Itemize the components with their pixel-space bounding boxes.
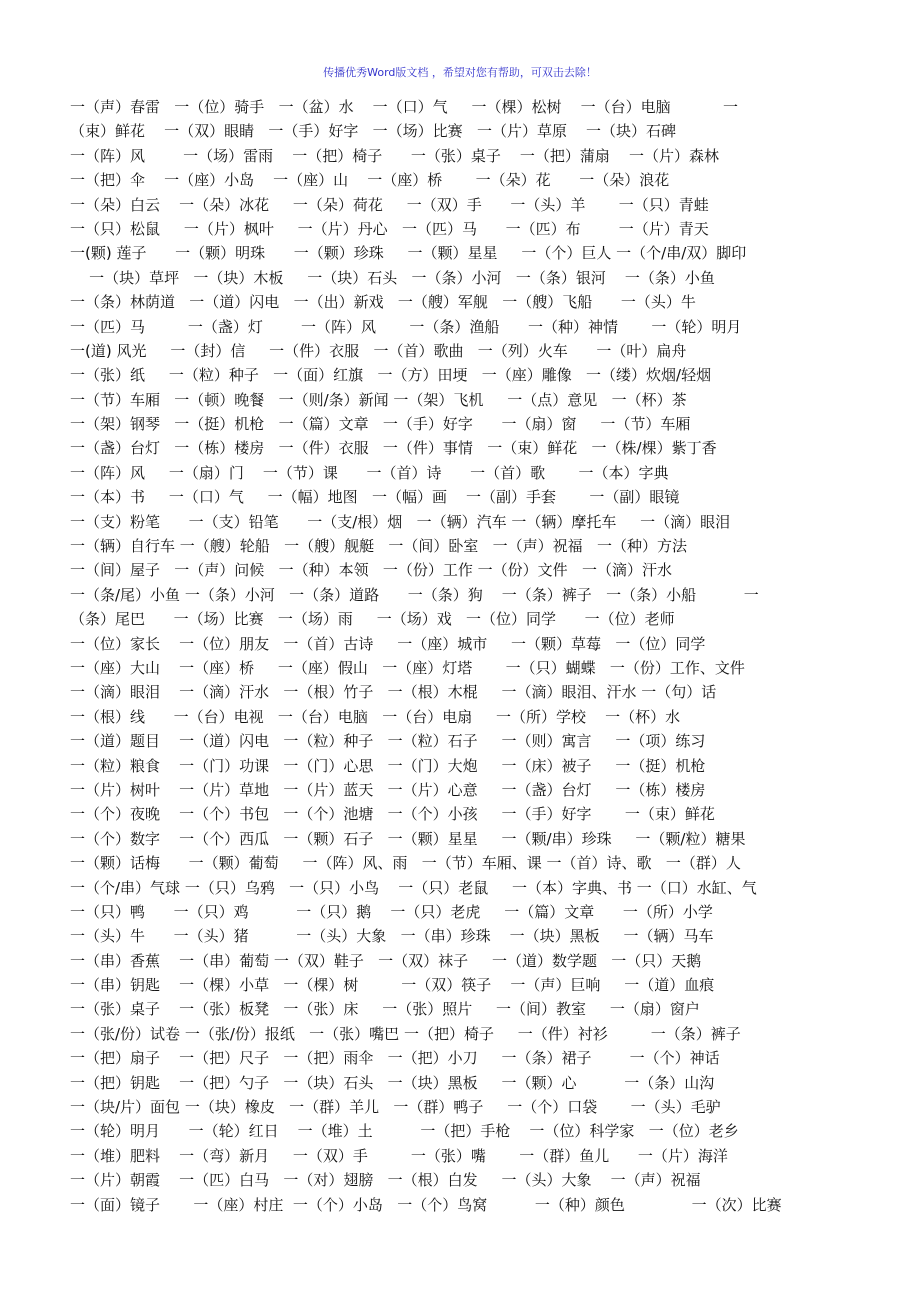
text-line: 一（条/尾）小鱼 一（条）小河 一（条）道路 一（条）狗 一（条）裤子 一（条）小船 一 [70,585,759,604]
document-body [70,95,870,1217]
text-line: 一（阵）风 一（场）雷雨 一（把）椅子 一（张）桌子 一（把）蒲扇 一（片）森林 [70,146,719,165]
text-line: 一（只）鸭 一（只）鸡 一（只）鹅 一（只）老虎 一（篇）文章 一（所）小学 [70,902,713,921]
text-line: 一（架）钢琴 一（挺）机枪 一（篇）文章 一（手）好字 一（扇）窗 一（节）车厢 [70,415,691,434]
text-line: 一（块/片）面包 一（块）橡皮 一（群）羊儿 一（群）鸭子 一（个）口袋 一（头）毛驴 [70,1098,721,1117]
text-line: 一（个）数字 一（个）西瓜 一（颗）石子 一（颗）星星 一（颗/串）珍珠 一（颗/粒）糖果 [70,829,746,848]
text-line: 一（面）镜子 一（座）村庄 一（个）小岛 一（个）鸟窝 一（种）颜色 一（次）比赛 [70,1195,782,1214]
text-line: 一（颗）话梅 一（颗）葡萄 一（阵）风、雨 一（节）车厢、课 一（首）诗、歌 一（群）人 [70,854,741,873]
text-line: 一（道）题目 一（道）闪电 一（粒）种子 一（粒）石子 一（则）寓言 一（项）练习 [70,732,706,751]
text-line: 一（串）钥匙 一（棵）小草 一（棵）树 一（双）筷子 一（声）巨响 一（道）血痕 [70,976,715,995]
text-line: 一（辆）自行车 一（艘）轮船 一（艘）舰艇 一（间）卧室 一（声）祝福 一（种）方法 [70,537,687,556]
text-line: 一（张/份）试卷 一（张/份）报纸 一（张）嘴巴 一（把）椅子 一（件）衬衫 一（条）裤子 [70,1024,741,1043]
text-line: 一（间）屋子 一（声）问候 一（种）本领 一（份）工作 一（份）文件 一（滴）汗水 [70,561,672,580]
text-line: 一（张）纸 一（粒）种子 一（面）红旗 一（方）田埂 一（座）雕像 一（缕）炊烟/轻烟 [70,366,712,385]
text-line: 一（头）牛 一（头）猪 一（头）大象 一（串）珍珠 一（块）黑板 一（辆）马车 [70,927,714,946]
text-line: 一（声）春雷 一（位）骑手 一（盆）水 一（口）气 一（棵）松树 一（台）电脑 一 [70,98,739,116]
text-line: 一（个/串）气球 一（只）乌鸦 一（只）小鸟 一（只）老鼠 一（本）字典、书 一（口）水缸、气 [70,878,757,897]
header-note: 传播优秀Word版文档 ，希望对您有帮助，可双击去除！ [323,66,597,79]
text-line: 一（轮）明月 一（轮）红日 一（堆）土 一（把）手枪 一（位）科学家 一（位）老乡 [70,1122,739,1141]
text-line: 一（把）扇子 一（把）尺子 一（把）雨伞 一（把）小刀 一（条）裙子 一（个）神话 [70,1049,720,1068]
text-line: 一(颗) 莲子 一（颗）明珠 一（颗）珍珠 一（颗）星星 一（个）巨人 一（个/串/双）脚印 [70,244,747,263]
text-line: 一（片）朝霞 一（匹）白马 一（对）翅膀 一（根）白发 一（头）大象 一（声）祝福 [70,1171,701,1190]
text-line: 一（支）粉笔 一（支）铅笔 一（支/根）烟 一（辆）汽车 一（辆）摩托车 一（滴）眼泪 [70,512,731,531]
text-line: 一（只）松鼠 一（片）枫叶 一（片）丹心 一（匹）马 一（匹）布 一（片）青天 [70,219,709,238]
text-line: 一（朵）白云 一（朵）冰花 一（朵）荷花 一（双）手 一（头）羊 一（只）青蛙 [70,195,709,214]
text-line: 一（条）林荫道 一（道）闪电 一（出）新戏 一（艘）军舰 一（艘）飞船 一（头）牛 [70,293,696,312]
text-line: 一（滴）眼泪 一（滴）汗水 一（根）竹子 一（根）木棍 一（滴）眼泪、汗水 一（句）话 [70,683,717,702]
text-line: 一（个）夜晚 一（个）书包 一（个）池塘 一（个）小孩 一（手）好字 一（束）鲜花 [70,805,715,824]
text-line: 一（片）树叶 一（片）草地 一（片）蓝天 一（片）心意 一（盏）台灯 一（栋）楼房 [70,780,706,799]
text-line: 一（盏）台灯 一（栋）楼房 一（件）衣服 一（件）事情 一（束）鲜花 一（株/棵）紫丁香 [70,439,717,458]
text-line: （条）尾巴 一（场）比赛 一（场）雨 一（场）戏 一（位）同学 一（位）老师 [70,610,675,629]
text-line: 一（座）大山 一（座）桥 一（座）假山 一（座）灯塔 一（只）蝴蝶 一（份）工作、文件 [70,658,745,677]
text-line: 一（根）线 一（台）电视 一（台）电脑 一（台）电扇 一（所）学校 一（杯）水 [70,707,681,726]
text-line: 一（把）钥匙 一（把）勺子 一（块）石头 一（块）黑板 一（颗）心 一（条）山沟 [70,1073,715,1092]
text-line: 一（块）草坪 一（块）木板 一（块）石头 一（条）小河 一（条）银河 一（条）小鱼 [70,268,715,287]
text-line: 一（把）伞 一（座）小岛 一（座）山 一（座）桥 一（朵）花 一（朵）浪花 [70,171,670,190]
text-line: 一（节）车厢 一（顿）晚餐 一（则/条）新闻 一（架）飞机 一（点）意见 一（杯）茶 [70,390,687,409]
text-line: （束）鲜花 一（双）眼睛 一（手）好字 一（场）比赛 一（片）草原 一（块）石碑 [70,122,677,141]
text-line: 一(道) 风光 一（封）信 一（件）衣服 一（首）歌曲 一（列）火车 一（叶）扁舟 [70,341,687,360]
text-line: 一（堆）肥料 一（弯）新月 一（双）手 一（张）嘴 一（群）鱼儿 一（片）海洋 [70,1146,728,1165]
text-line: 一（粒）粮食 一（门）功课 一（门）心思 一（门）大炮 一（床）被子 一（挺）机枪 [70,756,706,775]
text-line: 一（本）书 一（口）气 一（幅）地图 一（幅）画 一（副）手套 一（副）眼镜 [70,488,680,507]
text-line: 一（匹）马 一（盏）灯 一（阵）风 一（条）渔船 一（种）神情 一（轮）明月 [70,317,742,336]
text-line: 一（阵）风 一（扇）门 一（节）课 一（首）诗 一（首）歌 一（本）字典 [70,463,669,482]
text-line: 一（串）香蕉 一（串）葡萄 一（双）鞋子 一（双）袜子 一（道）数学题 一（只）天鹅 [70,951,702,970]
text-line: 一（位）家长 一（位）朋友 一（首）古诗 一（座）城市 一（颗）草莓 一（位）同学 [70,634,706,653]
text-line: 一（张）桌子 一（张）板凳 一（张）床 一（张）照片 一（间）教室 一（扇）窗户 [70,1000,700,1019]
